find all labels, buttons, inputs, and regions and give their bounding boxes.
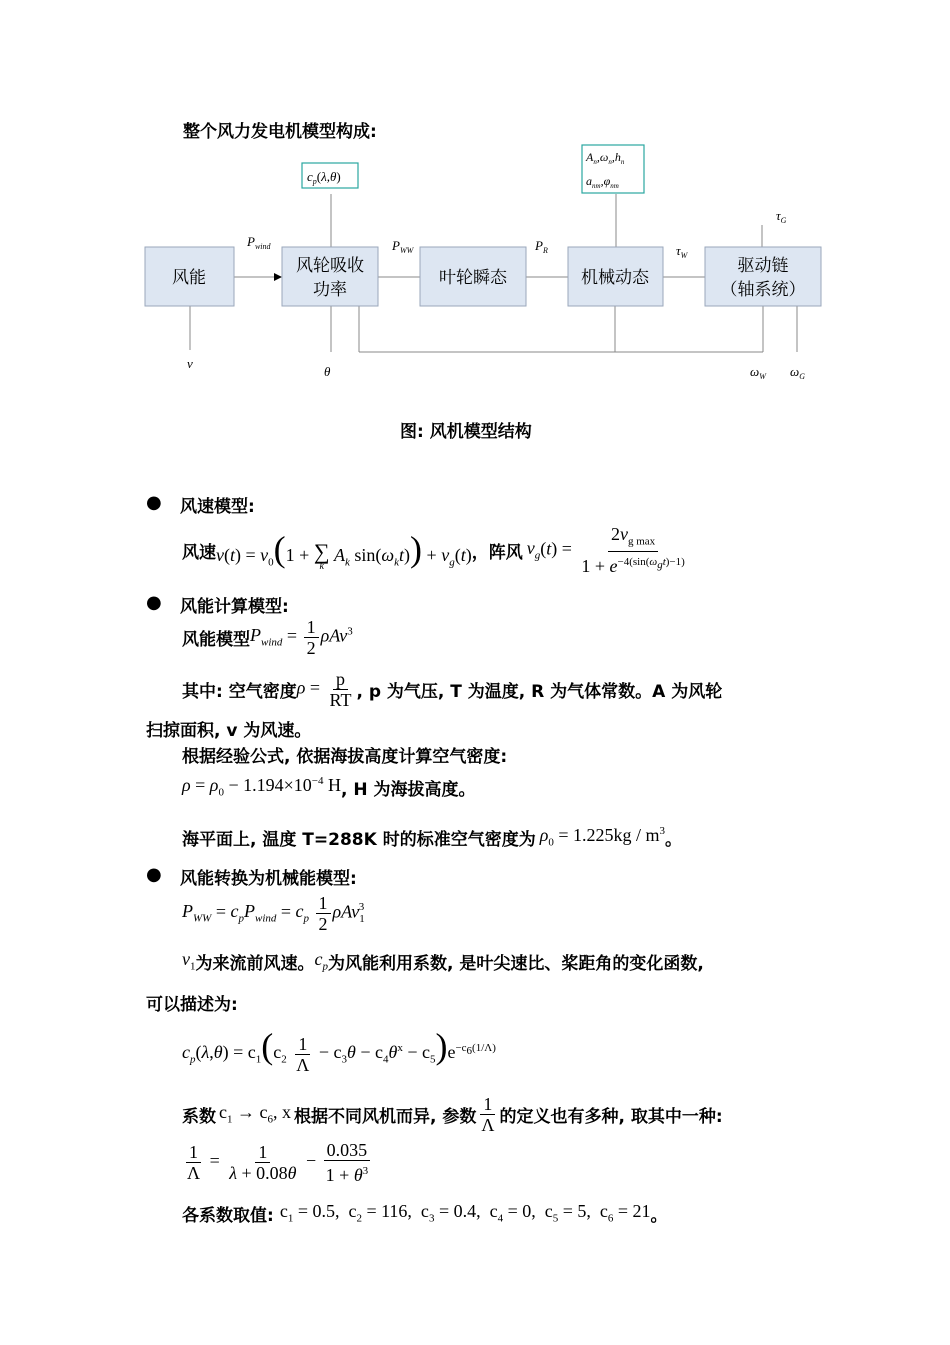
coef-values-line: 各系数取值: $c_1 = 0.5$, $c_2 = 116$, $c_3 = 0.4$, $c_4 = 0$, $c_5 = 5$, $c_6 = 21$ 。 [182, 1201, 668, 1226]
air-density-label: 其中: 空气密度 [182, 681, 297, 702]
cp-desc: 为风能利用系数, 是叶尖速比、桨距角的变化函数, [328, 953, 704, 974]
sea-level-density-line: 海平面上, 温度 T=288K 时的标准空气密度为 $\rho_0 = 1.225kg / m^3$ 。 [182, 825, 683, 850]
tau-w-label: $\tau_W$ [676, 243, 688, 260]
lambda-formula: $\frac{1}{\Lambda}$ = $\frac{1}{\lambda + 0.08\theta}$ − $\frac{0.035}{1 + \theta^3}$ [187, 1139, 369, 1185]
wind-turbine-block-diagram [140, 140, 840, 390]
drive-label-1: 驱动链 [737, 256, 789, 276]
air-density-line: 其中: 空气密度 ρ = $\frac{p}{RT}$ , p 为气压, T 为温度, R 为气体常数。A 为风轮 [182, 668, 723, 710]
tau-g-label: $\tau_G$ [776, 208, 787, 225]
v-label: v [187, 356, 193, 371]
cp-desc-2: 可以描述为: [146, 995, 238, 1015]
rotor-label: 叶轮瞬态 [439, 268, 507, 288]
bullet-icon: ● [146, 492, 162, 513]
coef-desc-2: 的定义也有多种, 取其中一种: [499, 1106, 723, 1127]
mech-param-text-1: $A_n,\omega_n,h_n$ [586, 150, 625, 166]
diagram-caption: 图: 风机模型结构 [400, 422, 532, 442]
empirical-formula-text: 根据经验公式, 依据海拔高度计算空气密度: [182, 747, 508, 767]
omega-w-label: $\omega_W$ [750, 364, 766, 381]
v1-desc: 为来流前风速。 [195, 953, 315, 974]
coef-desc: 根据不同风机而异, 参数 [294, 1106, 477, 1127]
intro-text: 整个风力发电机模型构成: [183, 122, 377, 142]
drive-label-2: （轴系统） [720, 280, 806, 300]
p-wind-label: $P_{wind}$ [247, 234, 271, 251]
absorb-label-1: 风轮吸收 [296, 256, 364, 276]
absorb-label-2: 功率 [313, 280, 347, 300]
sea-level-text: 海平面上, 温度 T=288K 时的标准空气密度为 [182, 829, 536, 850]
altitude-density-formula: $\rho = \rho_0 - 1.194\times 10^{-4}$ H , H 为海拔高度。 [182, 775, 476, 800]
mech-param-text-2: $a_{nm},\varphi_{nm}$ [586, 174, 619, 190]
mech-power-formula: $P_{WW} = c_pP_{wind} = c_p$ $\frac{1}{2}$ ρAv$_1^3$ [182, 892, 365, 934]
p-ww-label: $P_{WW}$ [392, 238, 414, 255]
section-wind-speed-title: 风速模型: [180, 497, 255, 517]
p-r-label: $P_R$ [535, 238, 548, 255]
air-density-desc-2: 扫掠面积, v 为风速。 [146, 721, 312, 741]
wind-power-label: 风能模型 [182, 629, 250, 650]
coef-label: 系数 [182, 1106, 216, 1127]
bullet-icon: ● [146, 592, 162, 613]
mech-label: 机械动态 [581, 268, 649, 288]
altitude-label: , H 为海拔高度。 [340, 779, 476, 800]
coef-values-label: 各系数取值: [182, 1205, 274, 1226]
cp-formula: $c_p(\lambda,\theta) = c_1(c_2$ $\frac{1}{\Lambda}$ − $c_3\theta - c_4\theta^x - c_5)e^{-c_6(1/\Lambda)}$ [182, 1026, 496, 1075]
section-conversion-title: 风能转换为机械能模型: [180, 869, 357, 889]
section-wind-energy-title: 风能计算模型: [180, 597, 289, 617]
air-density-desc: , p 为气压, T 为温度, R 为气体常数。A 为风轮 [356, 681, 723, 702]
wind-power-formula: 风能模型 $P_{wind}$ = $\frac{1}{2}$ ρAv$^3$ [182, 616, 353, 658]
cp-desc-line: $v_1$ 为来流前风速。 $c_p$ 为风能利用系数, 是叶尖速比、桨距角的变化函数, [182, 949, 704, 974]
theta-label: θ [324, 364, 331, 379]
wind-speed-formula: 风速 $v(t) = v_0(1$ + ∑ k $A_k$ $\sin(\omega_kt)) + v_g(t)$ ， 阵风 $v_g(t)$ = $\frac{2v_{g max}}{1 + e^{-4(sin(\omega_gt)-1)}}$ [182, 523, 685, 577]
coef-line: 系数 $c_1 \to c_6$, x 根据不同风机而异, 参数 $\frac{1}{\Lambda}$ 的定义也有多种, 取其中一种: [182, 1093, 723, 1135]
gust-label: 阵风 [488, 542, 523, 563]
wind-speed-label: 风速 [182, 542, 216, 563]
omega-g-label: $\omega_G$ [790, 364, 805, 381]
cp-param-text: $c_p(\lambda,\theta)$ [307, 169, 341, 186]
bullet-icon: ● [146, 864, 162, 885]
wind-box-label: 风能 [172, 268, 206, 288]
